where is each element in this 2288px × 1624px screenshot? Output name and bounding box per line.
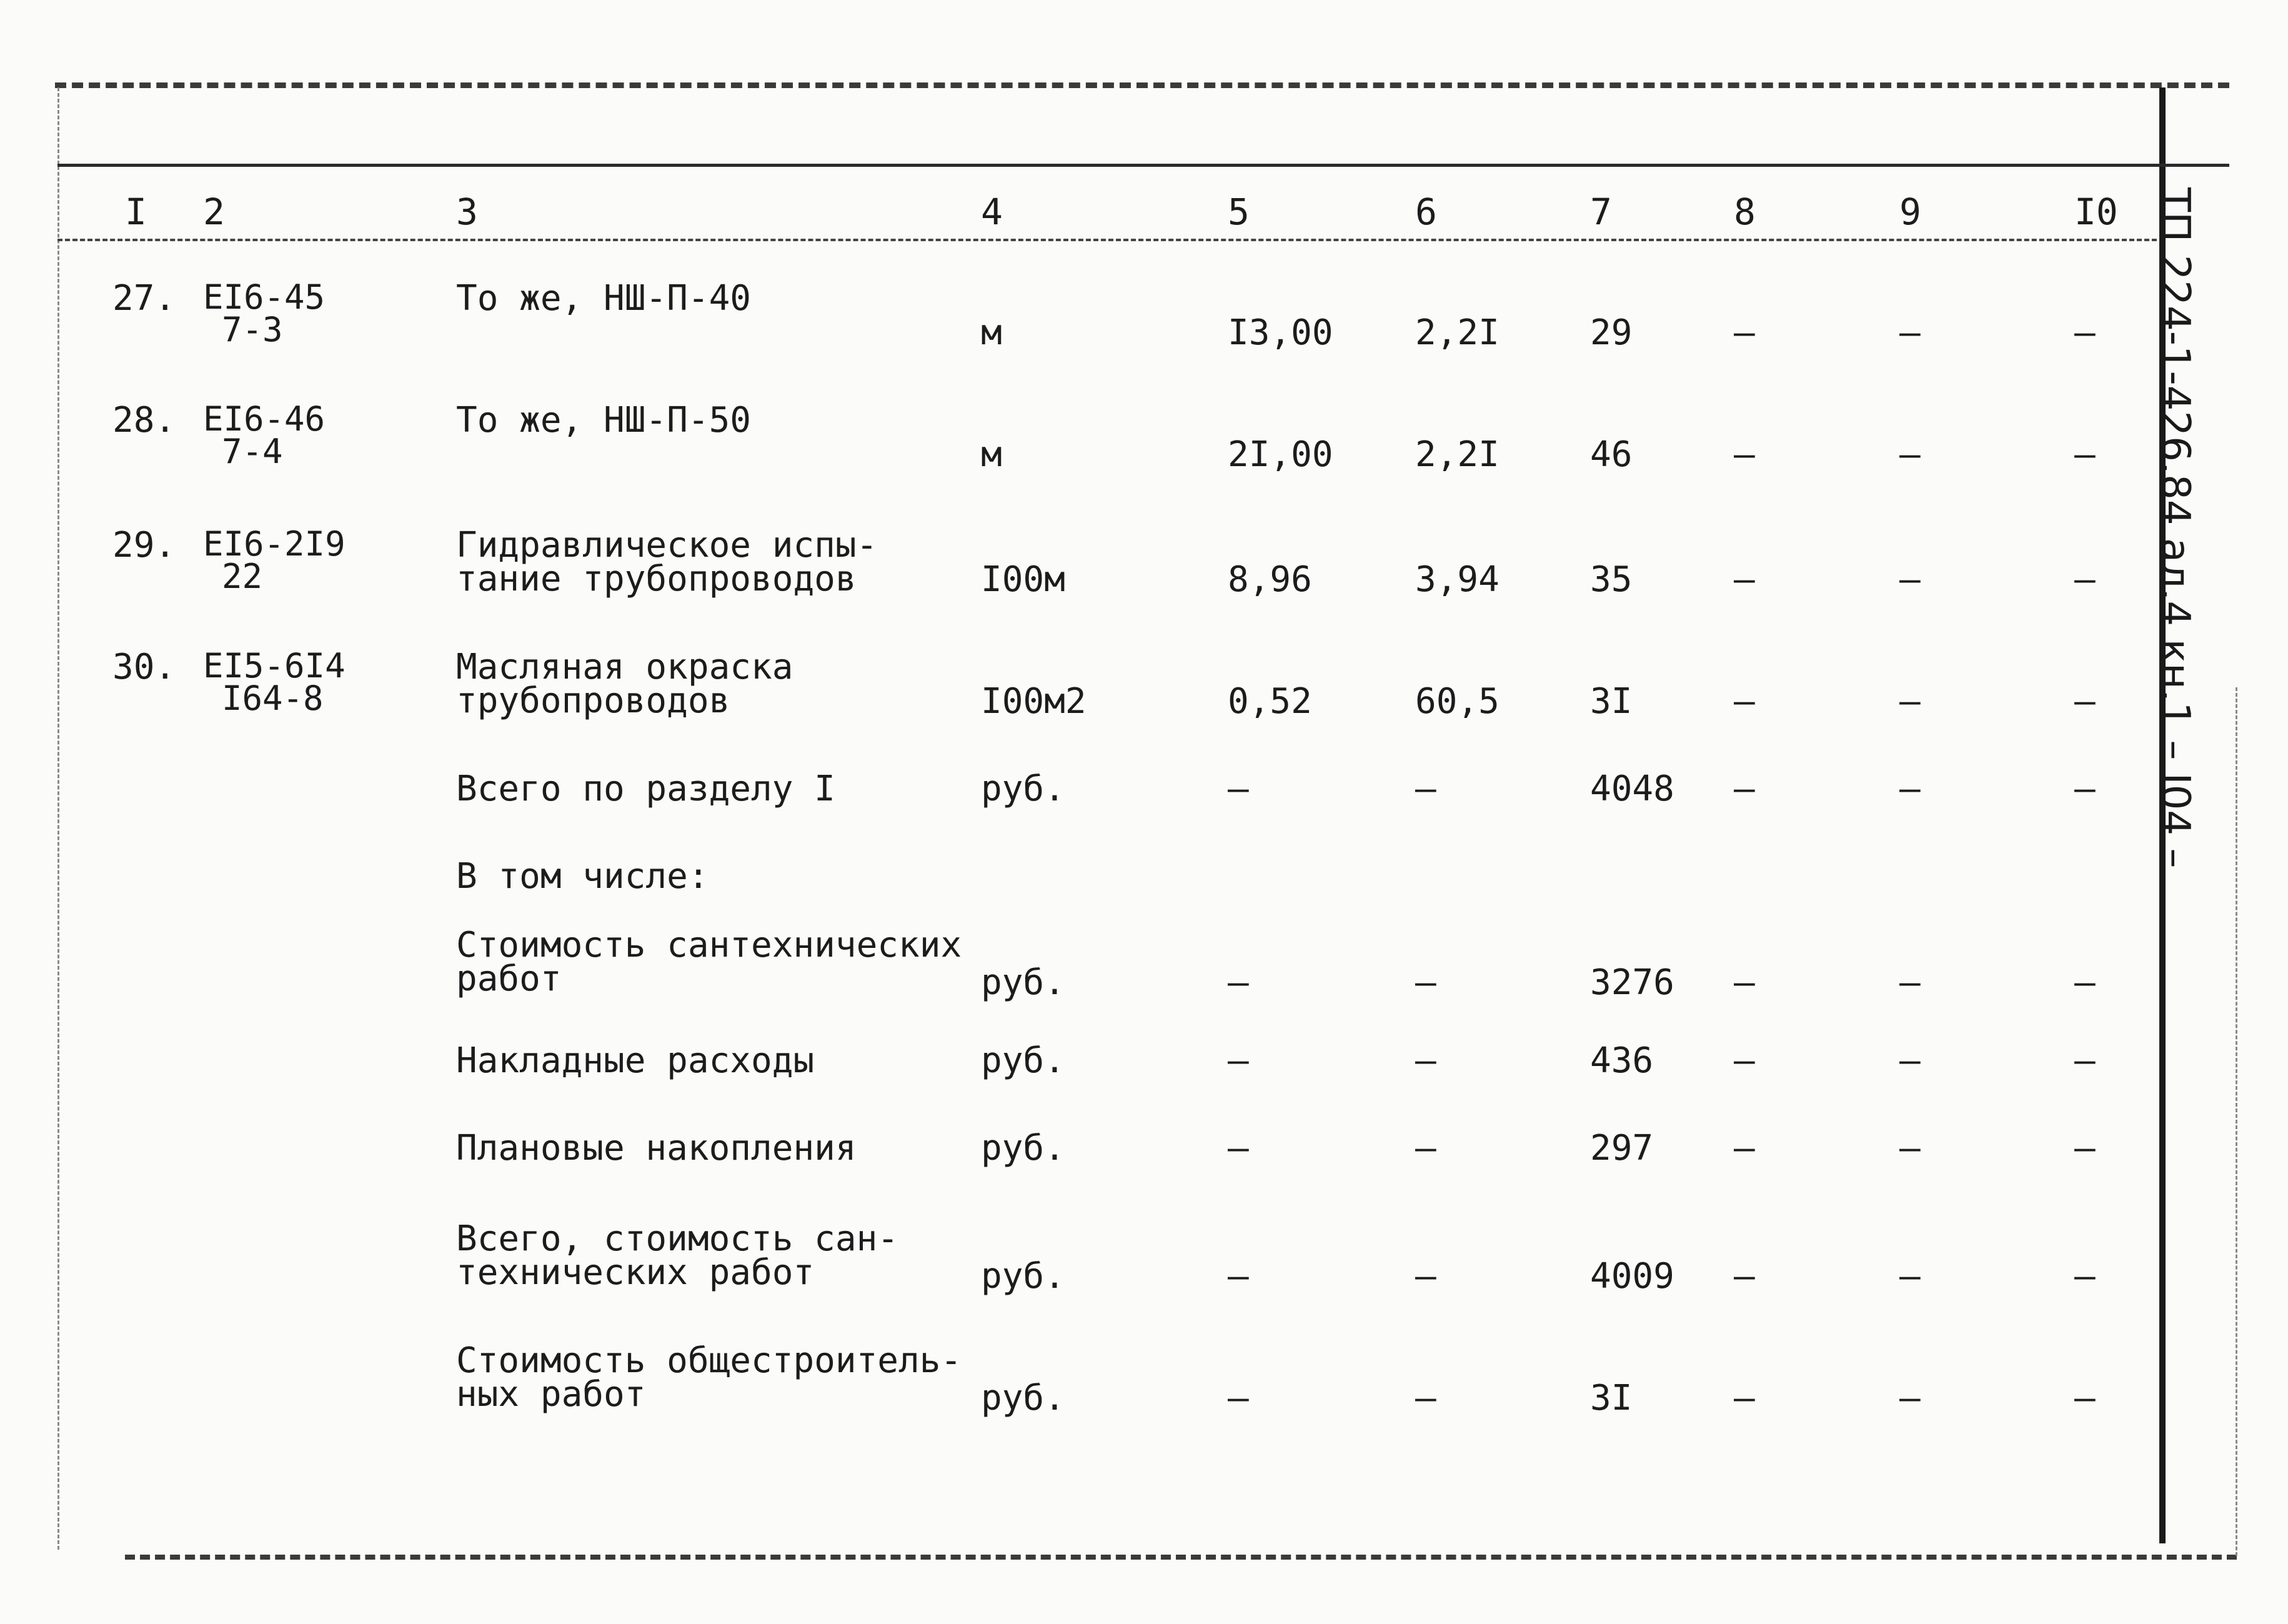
summary-col9: –: [1899, 1040, 1921, 1081]
row-col6: 2,2I: [1415, 434, 1500, 475]
summary-col10: –: [2074, 769, 2096, 809]
summary-col10: –: [2074, 1256, 2096, 1297]
row-code-sub: 7-3: [222, 310, 283, 349]
row-number: 29.: [112, 525, 176, 565]
row-col10: –: [2074, 681, 2096, 722]
summary-col6: –: [1415, 1378, 1436, 1418]
row-col8: –: [1734, 312, 1755, 353]
row-col8: –: [1734, 681, 1755, 722]
summary-col6: –: [1415, 769, 1436, 809]
summary-unit: руб.: [981, 1128, 1065, 1168]
row-code-sub: 22: [222, 557, 263, 596]
summary-description: В том числе:: [456, 856, 709, 897]
frame-top-border: [55, 82, 2229, 88]
summary-col7: 3276: [1590, 962, 1674, 1003]
summary-col5: –: [1228, 962, 1249, 1003]
row-col10: –: [2074, 312, 2096, 353]
column-header-9: 9: [1899, 191, 1921, 233]
row-unit: I00м2: [981, 681, 1087, 722]
summary-description-cont: ных работ: [456, 1374, 646, 1415]
summary-col6: –: [1415, 962, 1436, 1003]
row-code: EI6-46: [203, 399, 326, 439]
frame-right-outer-border: [2236, 687, 2237, 1556]
row-description: То же, НШ-П-50: [456, 400, 752, 441]
row-col9: –: [1899, 559, 1921, 600]
summary-col10: –: [2074, 1040, 2096, 1081]
row-code: EI6-2I9: [203, 524, 346, 564]
row-unit: м: [981, 434, 1002, 475]
summary-description: Всего, стоимость сан-: [456, 1218, 899, 1259]
summary-col7: 297: [1590, 1128, 1654, 1168]
row-number: 28.: [112, 400, 176, 441]
row-col7: 29: [1590, 312, 1633, 353]
summary-col7: 3I: [1590, 1378, 1633, 1418]
summary-col8: –: [1734, 1256, 1755, 1297]
summary-col9: –: [1899, 1378, 1921, 1418]
summary-col8: –: [1734, 1378, 1755, 1418]
summary-col6: –: [1415, 1040, 1436, 1081]
row-col10: –: [2074, 559, 2096, 600]
row-description: Масляная окраска: [456, 647, 793, 687]
summary-col7: 436: [1590, 1040, 1654, 1081]
column-header-6: 6: [1415, 191, 1437, 233]
row-col5: 0,52: [1228, 681, 1312, 722]
row-col10: –: [2074, 434, 2096, 475]
row-description-cont: трубопроводов: [456, 680, 730, 721]
summary-col9: –: [1899, 1256, 1921, 1297]
row-col6: 2,2I: [1415, 312, 1500, 353]
summary-description: Плановые накопления: [456, 1128, 857, 1168]
summary-col7: 4009: [1590, 1256, 1674, 1297]
row-unit: м: [981, 312, 1002, 353]
row-col7: 46: [1590, 434, 1633, 475]
summary-col5: –: [1228, 769, 1249, 809]
summary-col10: –: [2074, 962, 2096, 1003]
summary-description: Накладные расходы: [456, 1040, 815, 1081]
row-col7: 35: [1590, 559, 1633, 600]
summary-col9: –: [1899, 1128, 1921, 1168]
row-code: EI6-45: [203, 277, 326, 317]
row-col9: –: [1899, 681, 1921, 722]
row-description: То же, НШ-П-40: [456, 278, 752, 319]
row-code: EI5-6I4: [203, 646, 346, 685]
summary-col6: –: [1415, 1256, 1436, 1297]
column-header-7: 7: [1590, 191, 1612, 233]
column-header-1: I: [125, 191, 147, 233]
summary-description-cont: работ: [456, 959, 562, 999]
summary-col9: –: [1899, 769, 1921, 809]
summary-col5: –: [1228, 1256, 1249, 1297]
row-col5: 2I,00: [1228, 434, 1333, 475]
summary-col5: –: [1228, 1378, 1249, 1418]
row-description: Гидравлическое испы-: [456, 525, 878, 565]
column-header-5: 5: [1228, 191, 1250, 233]
summary-unit: руб.: [981, 769, 1065, 809]
column-header-10: I0: [2074, 191, 2118, 233]
row-col6: 60,5: [1415, 681, 1500, 722]
summary-col9: –: [1899, 962, 1921, 1003]
summary-unit: руб.: [981, 962, 1065, 1003]
summary-col5: –: [1228, 1040, 1249, 1081]
row-col7: 3I: [1590, 681, 1633, 722]
header-bottom-rule: [57, 239, 2157, 241]
column-header-2: 2: [203, 191, 225, 233]
summary-unit: руб.: [981, 1040, 1065, 1081]
frame-bottom-border: [125, 1555, 2237, 1560]
row-code-sub: 7-4: [222, 432, 283, 471]
summary-col5: –: [1228, 1128, 1249, 1168]
row-unit: I00м: [981, 559, 1065, 600]
summary-description: Всего по разделу I: [456, 769, 835, 809]
summary-description: Стоимость сантехнических: [456, 925, 962, 965]
row-code-sub: I64-8: [222, 679, 324, 718]
summary-col8: –: [1734, 962, 1755, 1003]
row-col8: –: [1734, 559, 1755, 600]
summary-description-cont: технических работ: [456, 1252, 815, 1293]
row-number: 30.: [112, 647, 176, 687]
summary-col7: 4048: [1590, 769, 1674, 809]
row-col9: –: [1899, 434, 1921, 475]
summary-unit: руб.: [981, 1256, 1065, 1297]
column-header-3: 3: [456, 191, 478, 233]
document-code-label: ТП 224-1-426.84 ал.4 кн.1 – I04 –: [2152, 187, 2198, 869]
header-top-rule: [57, 164, 2229, 167]
summary-unit: руб.: [981, 1378, 1065, 1418]
summary-col6: –: [1415, 1128, 1436, 1168]
column-header-8: 8: [1734, 191, 1756, 233]
row-col5: 8,96: [1228, 559, 1312, 600]
row-col8: –: [1734, 434, 1755, 475]
summary-col10: –: [2074, 1128, 2096, 1168]
row-description-cont: тание трубопроводов: [456, 559, 857, 599]
summary-col8: –: [1734, 1040, 1755, 1081]
frame-left-border: [57, 87, 59, 1550]
summary-col8: –: [1734, 769, 1755, 809]
column-header-4: 4: [981, 191, 1003, 233]
row-col9: –: [1899, 312, 1921, 353]
summary-description: Стоимость общестроитель-: [456, 1340, 962, 1381]
row-number: 27.: [112, 278, 176, 319]
row-col6: 3,94: [1415, 559, 1500, 600]
summary-col8: –: [1734, 1128, 1755, 1168]
summary-col10: –: [2074, 1378, 2096, 1418]
row-col5: I3,00: [1228, 312, 1333, 353]
